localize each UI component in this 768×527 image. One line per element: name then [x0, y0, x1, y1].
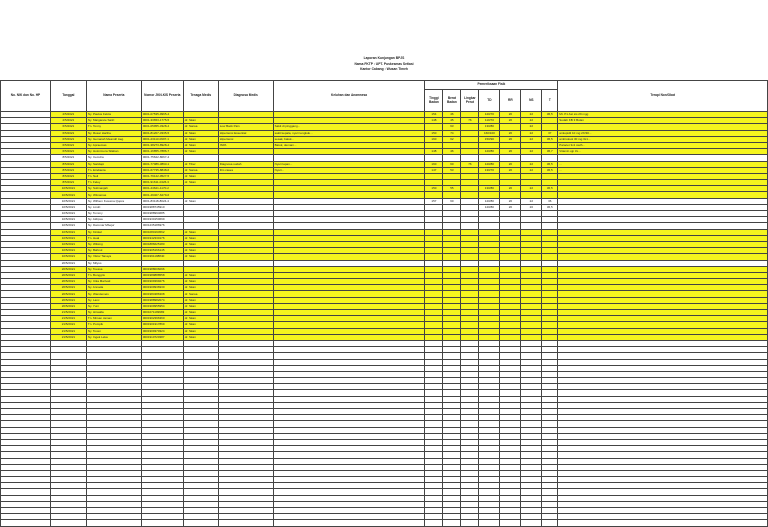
cell-td[interactable]: 130/80: [479, 186, 500, 192]
empty-cell[interactable]: [218, 520, 273, 526]
cell-rr[interactable]: 20: [500, 186, 521, 192]
cell-suhu[interactable]: 36: [542, 198, 558, 204]
cell-nama[interactable]: Ny. Viktor Tanaya: [86, 254, 141, 260]
cell-tanggal[interactable]: 10/5/2021: [50, 204, 86, 210]
header-rr: RR: [500, 90, 521, 112]
cell-nama[interactable]: Ny. Yuni: [86, 303, 141, 309]
cell-tenaga[interactable]: dr. Skan: [183, 310, 218, 316]
cell-keluhan[interactable]: Nyeri...: [273, 167, 425, 173]
cell-tenaga[interactable]: dr. Skan: [183, 297, 218, 303]
report-title-block: [0, 56, 768, 73]
cell-tanggal[interactable]: 10/5/2021: [50, 254, 86, 260]
header-lingkar: Lingkar Perut: [461, 90, 479, 112]
cell-berat[interactable]: 46: [443, 112, 461, 118]
cell-nomor[interactable]: 0001909936930: [141, 285, 183, 291]
cell-berat[interactable]: 46: [443, 149, 461, 155]
cell-tanggal[interactable]: 10/5/2021: [50, 229, 86, 235]
cell-tenaga[interactable]: dr. Skan: [183, 285, 218, 291]
cell-nadi[interactable]: 22: [521, 198, 542, 204]
cell-tanggal[interactable]: 21/5/2021: [50, 328, 86, 334]
cell-tenaga[interactable]: dr. Sansa: [183, 291, 218, 297]
header-nomor: Nomor JKN-KIS Peserta: [141, 81, 183, 112]
cell-tanggal[interactable]: 6/5/2021: [50, 142, 86, 148]
cell-tanggal[interactable]: 8/5/2021: [50, 161, 86, 167]
cell-nomor[interactable]: 0001-81207-3335-5: [141, 130, 183, 136]
cell-nama[interactable]: Tn. Neil: [86, 173, 141, 179]
cell-tinggi[interactable]: 148: [425, 118, 443, 124]
empty-cell[interactable]: [521, 520, 542, 526]
cell-suhu[interactable]: 36,5: [542, 161, 558, 167]
cell-td[interactable]: 120/80: [479, 161, 500, 167]
cell-nomor[interactable]: 0001901917869: [141, 322, 183, 328]
cell-tenaga[interactable]: dr. Skan: [183, 229, 218, 235]
cell-tenaga[interactable]: dr. Skan: [183, 272, 218, 278]
empty-cell[interactable]: [443, 520, 461, 526]
cell-terapi[interactable]: Vitamin ojp 3x...: [558, 149, 768, 155]
cell-tenaga[interactable]: dr. Skan: [183, 303, 218, 309]
cell-berat[interactable]: 55: [443, 186, 461, 192]
cell-berat[interactable]: 74: [443, 130, 461, 136]
header-tanggal: Tanggal: [50, 81, 86, 112]
header-row-top: [1, 81, 768, 90]
cell-tanggal[interactable]: 10/5/2021: [50, 186, 86, 192]
cell-nama[interactable]: Tn. Feley: [86, 180, 141, 186]
cell-nama[interactable]: Ny. Gemarah Meandri Aeg.: [86, 136, 141, 142]
header-diagnosa: Diagnosa Medis: [218, 81, 273, 112]
cell-nama[interactable]: Ny. Sulimanjah: [86, 186, 141, 192]
header-no: No. NIK dan No. HP: [1, 81, 51, 112]
cell-nama[interactable]: Ny. Kinikel: [86, 229, 141, 235]
cell-nomor[interactable]: 0001-91611-0426-3: [141, 180, 183, 186]
cell-nomor[interactable]: 0001991198840: [141, 254, 183, 260]
cell-nomor[interactable]: 0001942330176: [141, 235, 183, 241]
empty-cell[interactable]: [479, 520, 500, 526]
cell-nama[interactable]: Ny. Hotmimora Silaban: [86, 149, 141, 155]
cell-nadi[interactable]: 20: [521, 204, 542, 210]
cell-nama[interactable]: Ny. Cika Marivati: [86, 279, 141, 285]
cell-tenaga[interactable]: dr. Skan: [183, 254, 218, 260]
cell-nadi[interactable]: 22: [521, 124, 542, 130]
cell-diagnosa[interactable]: ISPA: [218, 142, 273, 148]
cell-tenaga[interactable]: dr. Skan: [183, 235, 218, 241]
cell-rr[interactable]: 20: [500, 149, 521, 155]
header-suhu: T: [542, 90, 558, 112]
empty-cell[interactable]: [500, 520, 521, 526]
cell-nama[interactable]: Ny. Milyus: [86, 260, 141, 266]
cell-td[interactable]: 120/80: [479, 149, 500, 155]
cell-tanggal[interactable]: 20/5/2021: [50, 297, 86, 303]
cell-terapi[interactable]: amlopidil 10 mg 2X/30...: [558, 130, 768, 136]
cell-nomor[interactable]: 0001988994685: [141, 211, 183, 217]
cell-tinggi[interactable]: 147: [425, 167, 443, 173]
cell-nomor[interactable]: 0001-33653-1775-5: [141, 118, 183, 124]
cell-tanggal[interactable]: 10/5/2021: [50, 241, 86, 247]
cell-tanggal[interactable]: 2/5/2021: [50, 112, 86, 118]
cell-tenaga[interactable]: dr. Skan: [183, 130, 218, 136]
header-nadi: NS: [521, 90, 542, 112]
cell-tanggal[interactable]: 20/5/2021: [50, 279, 86, 285]
cell-lingkar[interactable]: 76: [461, 118, 479, 124]
visit-table-container: [0, 80, 768, 527]
cell-tanggal[interactable]: 21/5/2021: [50, 316, 86, 322]
cell-nama[interactable]: Ny. Hinsalla: [86, 310, 141, 316]
cell-nama[interactable]: Ny. Toxen: [86, 328, 141, 334]
cell-tanggal[interactable]: 10/5/2021: [50, 217, 86, 223]
cell-nomor[interactable]: 0001905166145: [141, 248, 183, 254]
cell-rr[interactable]: 20: [500, 130, 521, 136]
cell-nomor[interactable]: 0001-16855-7886-7: [141, 149, 183, 155]
cell-tenaga[interactable]: dr. Skan: [183, 198, 218, 204]
cell-nomor[interactable]: 0001988745910: [141, 204, 183, 210]
cell-rr[interactable]: 20: [500, 161, 521, 167]
cell-nomor[interactable]: 0001071199983: [141, 310, 183, 316]
cell-tenaga[interactable]: dr. Skan: [183, 322, 218, 328]
visit-table: [0, 80, 768, 527]
cell-tenaga[interactable]: dr. Skan: [183, 316, 218, 322]
cell-nama[interactable]: Ny. Paulus Felcia: [86, 112, 141, 118]
cell-nomor[interactable]: 0001235186976: [141, 223, 183, 229]
cell-tanggal[interactable]: 8/5/2021: [50, 173, 86, 179]
cell-tanggal[interactable]: 8/5/2021: [50, 180, 86, 186]
cell-lingkar[interactable]: 76: [461, 161, 479, 167]
cell-suhu[interactable]: 36,7: [542, 149, 558, 155]
cell-suhu[interactable]: 36,5: [542, 204, 558, 210]
cell-nomor[interactable]: 0001-23113-0997-1: [141, 136, 183, 142]
cell-tanggal[interactable]: 21/5/2021: [50, 334, 86, 340]
cell-nama[interactable]: Tn. Eindianta: [86, 167, 141, 173]
cell-berat[interactable]: 63: [443, 124, 461, 130]
empty-cell[interactable]: [542, 520, 558, 526]
cell-tinggi[interactable]: 160: [425, 136, 443, 142]
cell-berat[interactable]: 53: [443, 167, 461, 173]
cell-tenaga[interactable]: dr. Skan: [183, 334, 218, 340]
cell-tanggal[interactable]: 10/5/2021: [50, 223, 86, 229]
cell-rr[interactable]: 20: [500, 136, 521, 142]
header-terapi: Terapi Non/Obat: [558, 81, 768, 112]
cell-tenaga[interactable]: dr. Sansa: [183, 167, 218, 173]
cell-nomor[interactable]: 0001-83118-8024-4: [141, 198, 183, 204]
branch-office: Kantor Cabang : Wusan Timeh: [360, 67, 408, 72]
cell-tinggi[interactable]: 157: [425, 198, 443, 204]
cell-tanggal[interactable]: 20/5/2021: [50, 266, 86, 272]
cell-nomor[interactable]: 0001930150699: [141, 217, 183, 223]
empty-cell[interactable]: [50, 520, 86, 526]
header-td: TD: [479, 90, 500, 112]
cell-nomor[interactable]: 0001-44621-1170-2: [141, 186, 183, 192]
cell-tinggi[interactable]: 150: [425, 186, 443, 192]
report-title: Laporan Kunjungan BPJS: [363, 56, 405, 60]
cell-nomor[interactable]: 0001984386308: [141, 291, 183, 297]
cell-nomor[interactable]: 0001-77086-3893-1: [141, 161, 183, 167]
cell-tanggal[interactable]: 21/5/2021: [50, 310, 86, 316]
cell-berat[interactable]: 60: [443, 161, 461, 167]
cell-tanggal[interactable]: 10/5/2021: [50, 235, 86, 241]
cell-tanggal[interactable]: 20/5/2021: [50, 272, 86, 278]
cell-nama[interactable]: Ny. Wilhem Kusuma Qqora: [86, 198, 141, 204]
cell-terapi[interactable]: Sudah KB 3 Bulan: [558, 118, 768, 124]
cell-nomor[interactable]: 0001-79122-0527-5: [141, 173, 183, 179]
cell-keluhan[interactable]: Nyeri lapan...: [273, 161, 425, 167]
cell-nomor[interactable]: 0001080194562: [141, 229, 183, 235]
cell-tanggal[interactable]: 10/5/2021: [50, 192, 86, 198]
empty-cell[interactable]: [461, 520, 479, 526]
cell-nama[interactable]: Tn. Mirsan Jaman: [86, 316, 141, 322]
cell-tenaga[interactable]: dr. Skan: [183, 118, 218, 124]
cell-rr[interactable]: 20: [500, 204, 521, 210]
cell-td[interactable]: 110/70: [479, 118, 500, 124]
cell-tinggi[interactable]: 148: [425, 149, 443, 155]
cell-tanggal[interactable]: 20/5/2021: [50, 291, 86, 297]
cell-terapi[interactable]: ...: [558, 161, 768, 167]
cell-nomor[interactable]: 0001-07535-9965-4: [141, 112, 183, 118]
empty-cell[interactable]: [1, 520, 51, 526]
cell-tanggal[interactable]: 2/5/2021: [50, 118, 86, 124]
cell-tanggal[interactable]: 8/5/2021: [50, 155, 86, 161]
cell-tanggal[interactable]: 6/5/2021: [50, 130, 86, 136]
cell-tenaga[interactable]: dr. Skan: [183, 142, 218, 148]
cell-tanggal[interactable]: 20/5/2021: [50, 285, 86, 291]
cell-tenaga[interactable]: dr. Skan: [183, 248, 218, 254]
cell-nomor[interactable]: 0001909399276: [141, 279, 183, 285]
cell-suhu[interactable]: 37: [542, 130, 558, 136]
cell-tanggal[interactable]: 10/5/2021: [50, 211, 86, 217]
header-tenaga: Tenaga Medis: [183, 81, 218, 112]
cell-tenaga[interactable]: dr. Tiber: [183, 161, 218, 167]
cell-tenaga[interactable]: dr. Skan: [183, 149, 218, 155]
empty-cell[interactable]: [425, 520, 443, 526]
cell-nadi[interactable]: 22: [521, 161, 542, 167]
cell-tanggal[interactable]: 6/5/2021: [50, 136, 86, 142]
cell-suhu[interactable]: 36,5: [542, 167, 558, 173]
cell-td[interactable]: 130/80: [479, 124, 500, 130]
cell-nama[interactable]: Ny. Ingek Leka: [86, 334, 141, 340]
cell-diagnosa[interactable]: Diagnosa sudah: [218, 161, 273, 167]
cell-diagnosa[interactable]: Hipertensi Essential: [218, 130, 273, 136]
cell-tenaga[interactable]: dr. Skan: [183, 279, 218, 285]
cell-keluhan[interactable]: Sakit di pinggang...: [273, 124, 425, 130]
cell-nama[interactable]: Ny. Wilsing: [86, 241, 141, 247]
cell-nadi[interactable]: 22: [521, 112, 542, 118]
cell-tanggal[interactable]: 20/5/2021: [50, 303, 86, 309]
cell-nomor[interactable]: 0001910720387: [141, 334, 183, 340]
cell-nomor[interactable]: 0001-67735-8848-6: [141, 167, 183, 173]
cell-nama[interactable]: Ny. Cemdra: [86, 155, 141, 161]
cell-nadi[interactable]: 22: [521, 167, 542, 173]
cell-nama[interactable]: Ny. Dammar Mbejur: [86, 223, 141, 229]
cell-nama[interactable]: Ny. Tommy: [86, 211, 141, 217]
cell-tanggal[interactable]: 10/5/2021: [50, 198, 86, 204]
cell-berat[interactable]: 62: [443, 136, 461, 142]
cell-nadi[interactable]: 22: [521, 186, 542, 192]
cell-tenaga[interactable]: dr. Skan: [183, 136, 218, 142]
cell-tanggal[interactable]: 8/5/2021: [50, 167, 86, 173]
cell-tenaga[interactable]: dr. Skan: [183, 328, 218, 334]
cell-nomor[interactable]: 0001909370324: [141, 328, 183, 334]
cell-tanggal[interactable]: 6/5/2021: [50, 149, 86, 155]
cell-tanggal[interactable]: 20/5/2021: [50, 260, 86, 266]
cell-nadi[interactable]: 22: [521, 130, 542, 136]
cell-terapi[interactable]: Mt. P1 Ast sis 29 mgg: [558, 112, 768, 118]
cell-nama[interactable]: Tn. Pompik: [86, 322, 141, 328]
cell-keluhan[interactable]: sesak, batuk...: [273, 136, 425, 142]
cell-tanggal[interactable]: 21/5/2021: [50, 322, 86, 328]
cell-nomor[interactable]: 0001-38273-8928-4: [141, 142, 183, 148]
empty-cell[interactable]: [273, 520, 425, 526]
cell-tinggi[interactable]: 150: [425, 130, 443, 136]
cell-rr[interactable]: 20: [500, 118, 521, 124]
empty-cell[interactable]: [141, 520, 183, 526]
header-keluhan: Keluhan dan Anamnesa: [273, 81, 425, 112]
cell-nama[interactable]: Tn. Bonggris: [86, 272, 141, 278]
cell-tanggal[interactable]: 6/5/2021: [50, 124, 86, 130]
cell-td[interactable]: 130/70: [479, 167, 500, 173]
cell-nama[interactable]: Ny. Lanc: [86, 297, 141, 303]
cell-berat[interactable]: 45: [443, 118, 461, 124]
header-berat: Berat Badan: [443, 90, 461, 112]
empty-row: [1, 520, 768, 526]
cell-nama[interactable]: Ny. Rosar Hartha: [86, 130, 141, 136]
cell-nomor[interactable]: 0001902396360: [141, 316, 183, 322]
cell-nadi[interactable]: 22: [521, 118, 542, 124]
cell-nama[interactable]: Ny. Witnamas: [86, 192, 141, 198]
cell-diagnosa[interactable]: Dm cases: [218, 167, 273, 173]
cell-terapi[interactable]: Paracet 3x1 stelh...: [558, 142, 768, 148]
cell-td[interactable]: 150/90: [479, 136, 500, 142]
cell-tanggal[interactable]: 10/5/2021: [50, 248, 86, 254]
cell-terapi[interactable]: ...: [558, 167, 768, 173]
cell-nama[interactable]: Ny. Lindri: [86, 204, 141, 210]
cell-nomor[interactable]: 0001-75622-8067-4: [141, 155, 183, 161]
cell-tinggi[interactable]: 160: [425, 161, 443, 167]
cell-suhu[interactable]: 36,5: [542, 112, 558, 118]
cell-nomor[interactable]: 0001-05955-3328-4: [141, 124, 183, 130]
cell-keluhan[interactable]: sakit kepala, nyeri tengkuk...: [273, 130, 425, 136]
facility-name: Nama FKTP : UPT. Puskesmas Setiasi: [354, 61, 414, 66]
cell-suhu[interactable]: 36,5: [542, 136, 558, 142]
empty-cell[interactable]: [86, 520, 141, 526]
cell-diagnosa[interactable]: Hipertensi: [218, 136, 273, 142]
cell-td[interactable]: 120/80: [479, 204, 500, 210]
cell-nama[interactable]: Ny. Apraemas: [86, 142, 141, 148]
cell-rr[interactable]: 20: [500, 198, 521, 204]
cell-td[interactable]: 120/80: [479, 198, 500, 204]
cell-nomor[interactable]: 0001988982074: [141, 297, 183, 303]
cell-td[interactable]: 120/70: [479, 112, 500, 118]
cell-nadi[interactable]: 22: [521, 149, 542, 155]
cell-nama[interactable]: Ny. Toessa: [86, 266, 141, 272]
cell-nama[interactable]: Tn. Heal: [86, 235, 141, 241]
cell-nomor[interactable]: 0001886625180: [141, 241, 183, 247]
cell-tenaga[interactable]: dr. Skan: [183, 180, 218, 186]
cell-nama[interactable]: Ny. Saridapi: [86, 161, 141, 167]
cell-suhu[interactable]: 36,5: [542, 186, 558, 192]
header-nama: Nama Peserta: [86, 81, 141, 112]
cell-nomor[interactable]: 0001988006096: [141, 266, 183, 272]
cell-rr[interactable]: 20: [500, 112, 521, 118]
cell-keluhan[interactable]: Batuk, demam...: [273, 142, 425, 148]
cell-nama[interactable]: Ny. Bahnul: [86, 248, 141, 254]
cell-nomor[interactable]: 0001-49407-6279-6: [141, 192, 183, 198]
cell-nama[interactable]: Ny. Aldipsa: [86, 217, 141, 223]
cell-nama[interactable]: Ny. Margarete Saitri: [86, 118, 141, 124]
cell-nama[interactable]: Ny. Annada: [86, 285, 141, 291]
cell-terapi[interactable]: ambroksol 30 mg 3x1...: [558, 136, 768, 142]
cell-rr[interactable]: 20: [500, 167, 521, 173]
cell-berat[interactable]: 60: [443, 198, 461, 204]
cell-tenaga[interactable]: dr. Sansa: [183, 124, 218, 130]
cell-nama[interactable]: Tn. Tonny: [86, 124, 141, 130]
cell-nadi[interactable]: 22: [521, 136, 542, 142]
cell-tinggi[interactable]: 154: [425, 112, 443, 118]
header-tinggi: Tinggi Badan: [425, 90, 443, 112]
cell-tenaga[interactable]: dr. Skan: [183, 173, 218, 179]
cell-td[interactable]: 160/100: [479, 130, 500, 136]
empty-cell[interactable]: [183, 520, 218, 526]
cell-nomor[interactable]: 0001909955954: [141, 303, 183, 309]
empty-cell[interactable]: [558, 520, 768, 526]
cell-tenaga[interactable]: dr. Skan: [183, 241, 218, 247]
header-pemeriksaan: Pemeriksaan Fisik: [425, 81, 558, 90]
cell-nama[interactable]: Ny. Wandemeis: [86, 291, 141, 297]
cell-nomor[interactable]: 0001989888558: [141, 272, 183, 278]
cell-diagnosa[interactable]: Low Back Pain: [218, 124, 273, 130]
